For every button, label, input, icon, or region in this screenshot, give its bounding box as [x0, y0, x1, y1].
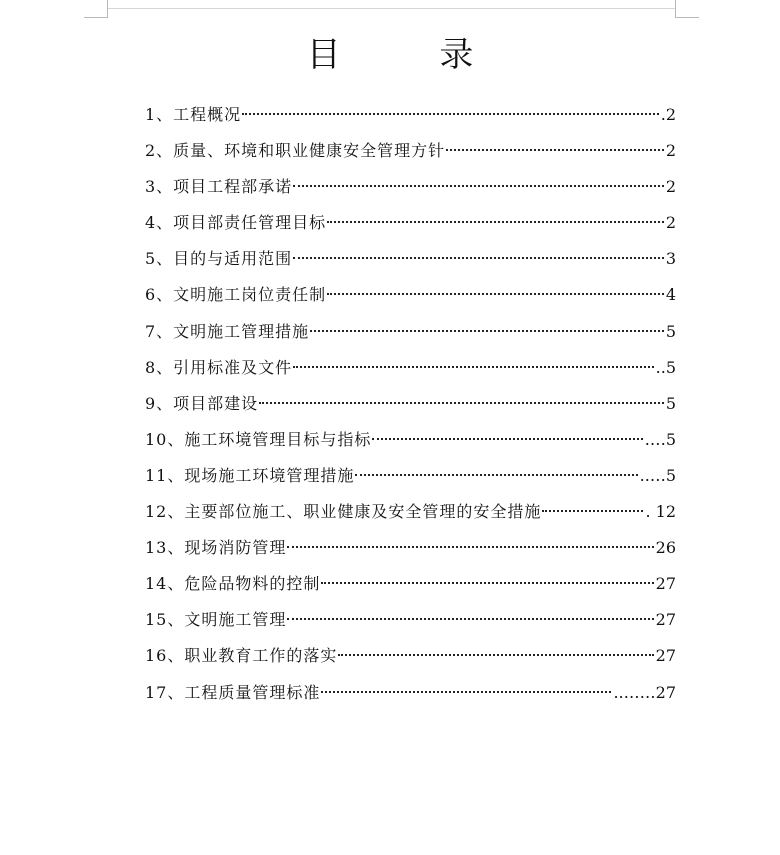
toc-entry-page-number: 4: [665, 285, 676, 305]
toc-entry-page-number: 2: [665, 177, 676, 197]
toc-entry-label: 7、文明施工管理措施: [145, 321, 310, 341]
toc-entry[interactable]: [145, 169, 676, 205]
toc-entry-label: 4、项目部责任管理目标: [145, 213, 327, 233]
toc-entry[interactable]: [145, 602, 676, 638]
toc-entry-label: 15、文明施工管理: [145, 610, 287, 630]
crop-mark-top-right-horizontal: [675, 17, 699, 18]
toc-entry-page-number: ..5: [655, 357, 676, 377]
crop-mark-top-left-vertical: [107, 0, 108, 18]
toc-entry-page-number: . 12: [645, 502, 676, 522]
toc-entry[interactable]: [145, 458, 676, 494]
toc-entry-page-number: 27: [655, 646, 676, 666]
toc-dot-leader: [446, 149, 664, 151]
toc-dot-leader: [355, 474, 637, 476]
toc-entry[interactable]: [145, 386, 676, 422]
toc-entry-page-number: 3: [665, 249, 676, 269]
toc-entry-page-number: 27: [655, 574, 676, 594]
toc-entry[interactable]: [145, 494, 676, 530]
page-title: 目 录: [306, 34, 518, 75]
toc-entry-page-number: .2: [660, 105, 676, 124]
crop-mark-top-right-vertical: [675, 0, 676, 18]
toc-entry[interactable]: [145, 675, 676, 711]
toc-entry-page-number: 27: [655, 610, 676, 630]
toc-dot-leader: [321, 582, 653, 584]
toc-entry-label: 12、主要部位施工、职业健康及安全管理的安全措施: [145, 502, 542, 522]
toc-entry[interactable]: [145, 314, 676, 350]
toc-dot-leader: [293, 185, 664, 187]
toc-entry-label: 5、目的与适用范围: [145, 249, 293, 269]
toc-entry[interactable]: [145, 422, 676, 458]
toc-entry-page-number: 5: [665, 321, 676, 341]
toc-entry-page-number: ..……27: [613, 682, 676, 702]
crop-mark-top-left-horizontal: [84, 17, 108, 18]
toc-entry-label: 6、文明施工岗位责任制: [145, 285, 327, 305]
page-top-edge: [108, 8, 675, 9]
toc-entry[interactable]: [145, 350, 676, 386]
toc-entry[interactable]: [145, 133, 676, 169]
table-of-contents: [145, 97, 676, 711]
toc-entry[interactable]: [145, 530, 676, 566]
toc-entry-label: 14、危险品物料的控制: [145, 574, 321, 594]
toc-entry-page-number: .…5: [644, 429, 676, 449]
toc-dot-leader: [287, 546, 653, 548]
toc-entry-label: 11、现场施工环境管理措施: [145, 465, 355, 485]
toc-entry-label: 16、职业教育工作的落实: [145, 646, 338, 666]
toc-entry-page-number: ..…5: [639, 465, 676, 485]
toc-dot-leader: [287, 618, 653, 620]
toc-entry-page-number: 5: [665, 393, 676, 413]
toc-dot-leader: [259, 402, 664, 404]
toc-entry[interactable]: [145, 566, 676, 602]
toc-entry-label: 10、施工环境管理目标与指标: [145, 429, 372, 449]
toc-entry[interactable]: [145, 277, 676, 313]
toc-dot-leader: [327, 293, 664, 295]
toc-entry-label: 2、质量、环境和职业健康安全管理方针: [145, 141, 446, 161]
toc-dot-leader: [242, 113, 659, 115]
toc-entry-label: 9、项目部建设: [145, 393, 259, 413]
toc-entry-label: 3、项目工程部承诺: [145, 177, 293, 197]
toc-entry[interactable]: [145, 638, 676, 674]
toc-entry-page-number: 2: [665, 141, 676, 161]
toc-dot-leader: [293, 257, 664, 259]
toc-entry-label: 8、引用标准及文件: [145, 357, 293, 377]
toc-dot-leader: [327, 221, 664, 223]
toc-entry-label: 1、工程概况: [145, 105, 242, 124]
toc-entry[interactable]: [145, 205, 676, 241]
toc-entry[interactable]: [145, 241, 676, 277]
toc-entry[interactable]: [145, 97, 676, 133]
toc-dot-leader: [293, 366, 653, 368]
toc-dot-leader: [321, 691, 611, 693]
toc-dot-leader: [310, 330, 664, 332]
toc-entry-label: 13、现场消防管理: [145, 538, 287, 558]
toc-entry-page-number: 2: [665, 213, 676, 233]
toc-entry-label: 17、工程质量管理标准: [145, 682, 321, 702]
toc-dot-leader: [372, 438, 642, 440]
toc-entry-page-number: 26: [655, 538, 676, 558]
toc-dot-leader: [338, 654, 653, 656]
toc-dot-leader: [542, 510, 643, 512]
